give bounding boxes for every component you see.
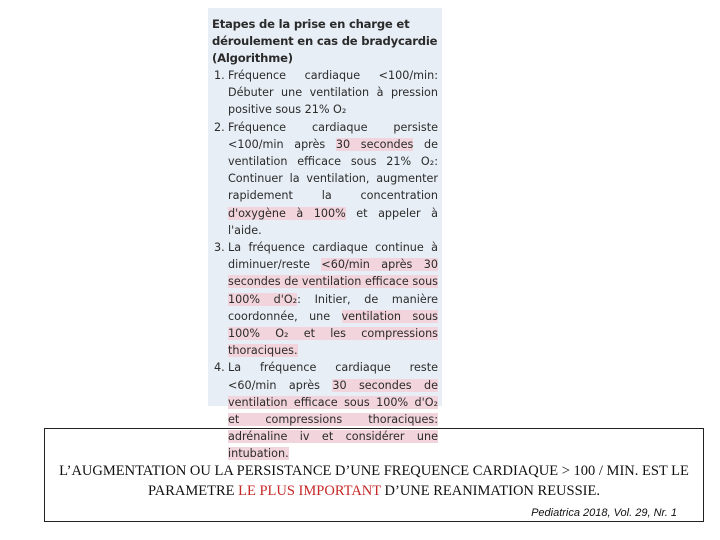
step-highlight: 30 secondes de ventilation efficace sous 100% d'O₂ et compressions thoraciques: adrénaline iv et considérer une intubation. xyxy=(228,378,438,461)
algorithm-panel xyxy=(208,8,442,461)
caption-text xyxy=(45,461,703,501)
step-item xyxy=(212,239,438,359)
step-item xyxy=(212,119,438,239)
step-highlight: <60/min après 30 secondes de ventilation efficace sous 100% d'O₂ xyxy=(228,258,438,306)
step-text: et appeler à l'aide. xyxy=(228,206,438,237)
step-highlight: 30 secondes xyxy=(335,137,414,151)
step-number: 3. xyxy=(214,241,225,255)
step-text: La fréquence cardiaque reste <60/min après xyxy=(228,361,438,392)
step-number: 2. xyxy=(214,120,225,134)
step-text: Fréquence cardiaque <100/min: Débuter une ventilation à pression positive sous 21% O₂ xyxy=(228,69,438,117)
step-item xyxy=(212,67,438,119)
step-number: 1. xyxy=(214,69,225,82)
caption-box xyxy=(44,428,704,522)
step-text: Fréquence cardiaque persiste <100/min après xyxy=(228,120,438,151)
source-citation: Pediatrica 2018, Vol. 29, Nr. 1 xyxy=(531,507,677,519)
step-highlight: ventilation sous 100% O₂ et les compressions thoraciques. xyxy=(228,309,438,358)
step-highlight: d'oxygène à 100% xyxy=(228,206,346,220)
step-number: 4. xyxy=(214,361,225,375)
algorithm-title: Etapes de la prise en charge et déroulement en cas de bradycardie (Algorithme) xyxy=(212,17,438,65)
caption-part: D’UNE REANIMATION REUSSIE. xyxy=(380,483,600,499)
step-text: La fréquence cardiaque continue à diminuer/reste xyxy=(228,241,438,272)
caption-emphasis: LE PLUS IMPORTANT xyxy=(238,483,381,499)
step-text: : Initier, de manière coordonnée, une xyxy=(228,292,438,323)
steps-list xyxy=(212,67,438,463)
caption-part: L’AUGMENTATION OU LA PERSISTANCE D’UNE FREQUENCE CARDIAQUE > 100 / MIN. EST LE PARAMETRE xyxy=(59,463,689,499)
step-text: de ventilation efficace sous 21% O₂: Continuer la ventilation, augmenter rapidement la concentration xyxy=(228,137,438,203)
